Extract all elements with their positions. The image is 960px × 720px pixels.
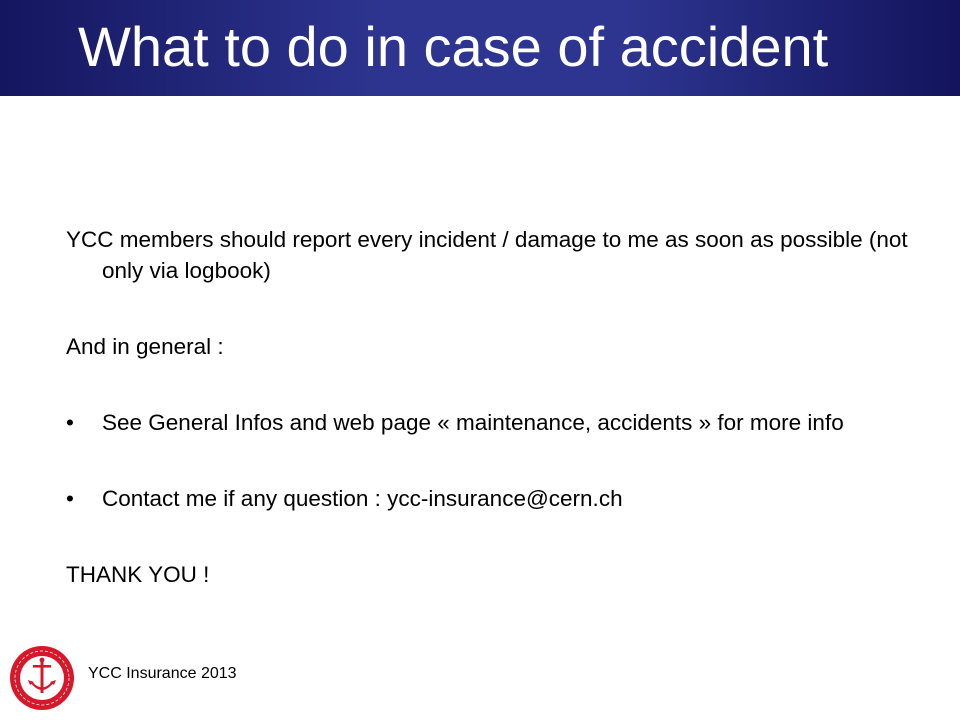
title-bar (0, 0, 960, 96)
bullet-icon: • (66, 486, 74, 511)
yacht-club-logo-icon (8, 644, 76, 712)
bullet-text-contact: Contact me if any question : ycc-insurance@cern.ch (102, 486, 623, 511)
bullet-text-general-infos: See General Infos and web page « maintenance, accidents » for more info (102, 410, 844, 435)
bullet-item (66, 407, 926, 438)
report-paragraph: YCC members should report every incident / damage to me as soon as possible (not only via logbook) (66, 227, 908, 283)
slide-title: What to do in case of accident (78, 15, 829, 78)
thank-you-text: THANK YOU ! (66, 562, 210, 587)
slide-content (66, 224, 926, 590)
bullet-icon: • (66, 410, 74, 435)
general-heading: And in general : (66, 334, 224, 359)
bullet-item (66, 483, 926, 514)
footer-text: YCC Insurance 2013 (88, 665, 237, 682)
